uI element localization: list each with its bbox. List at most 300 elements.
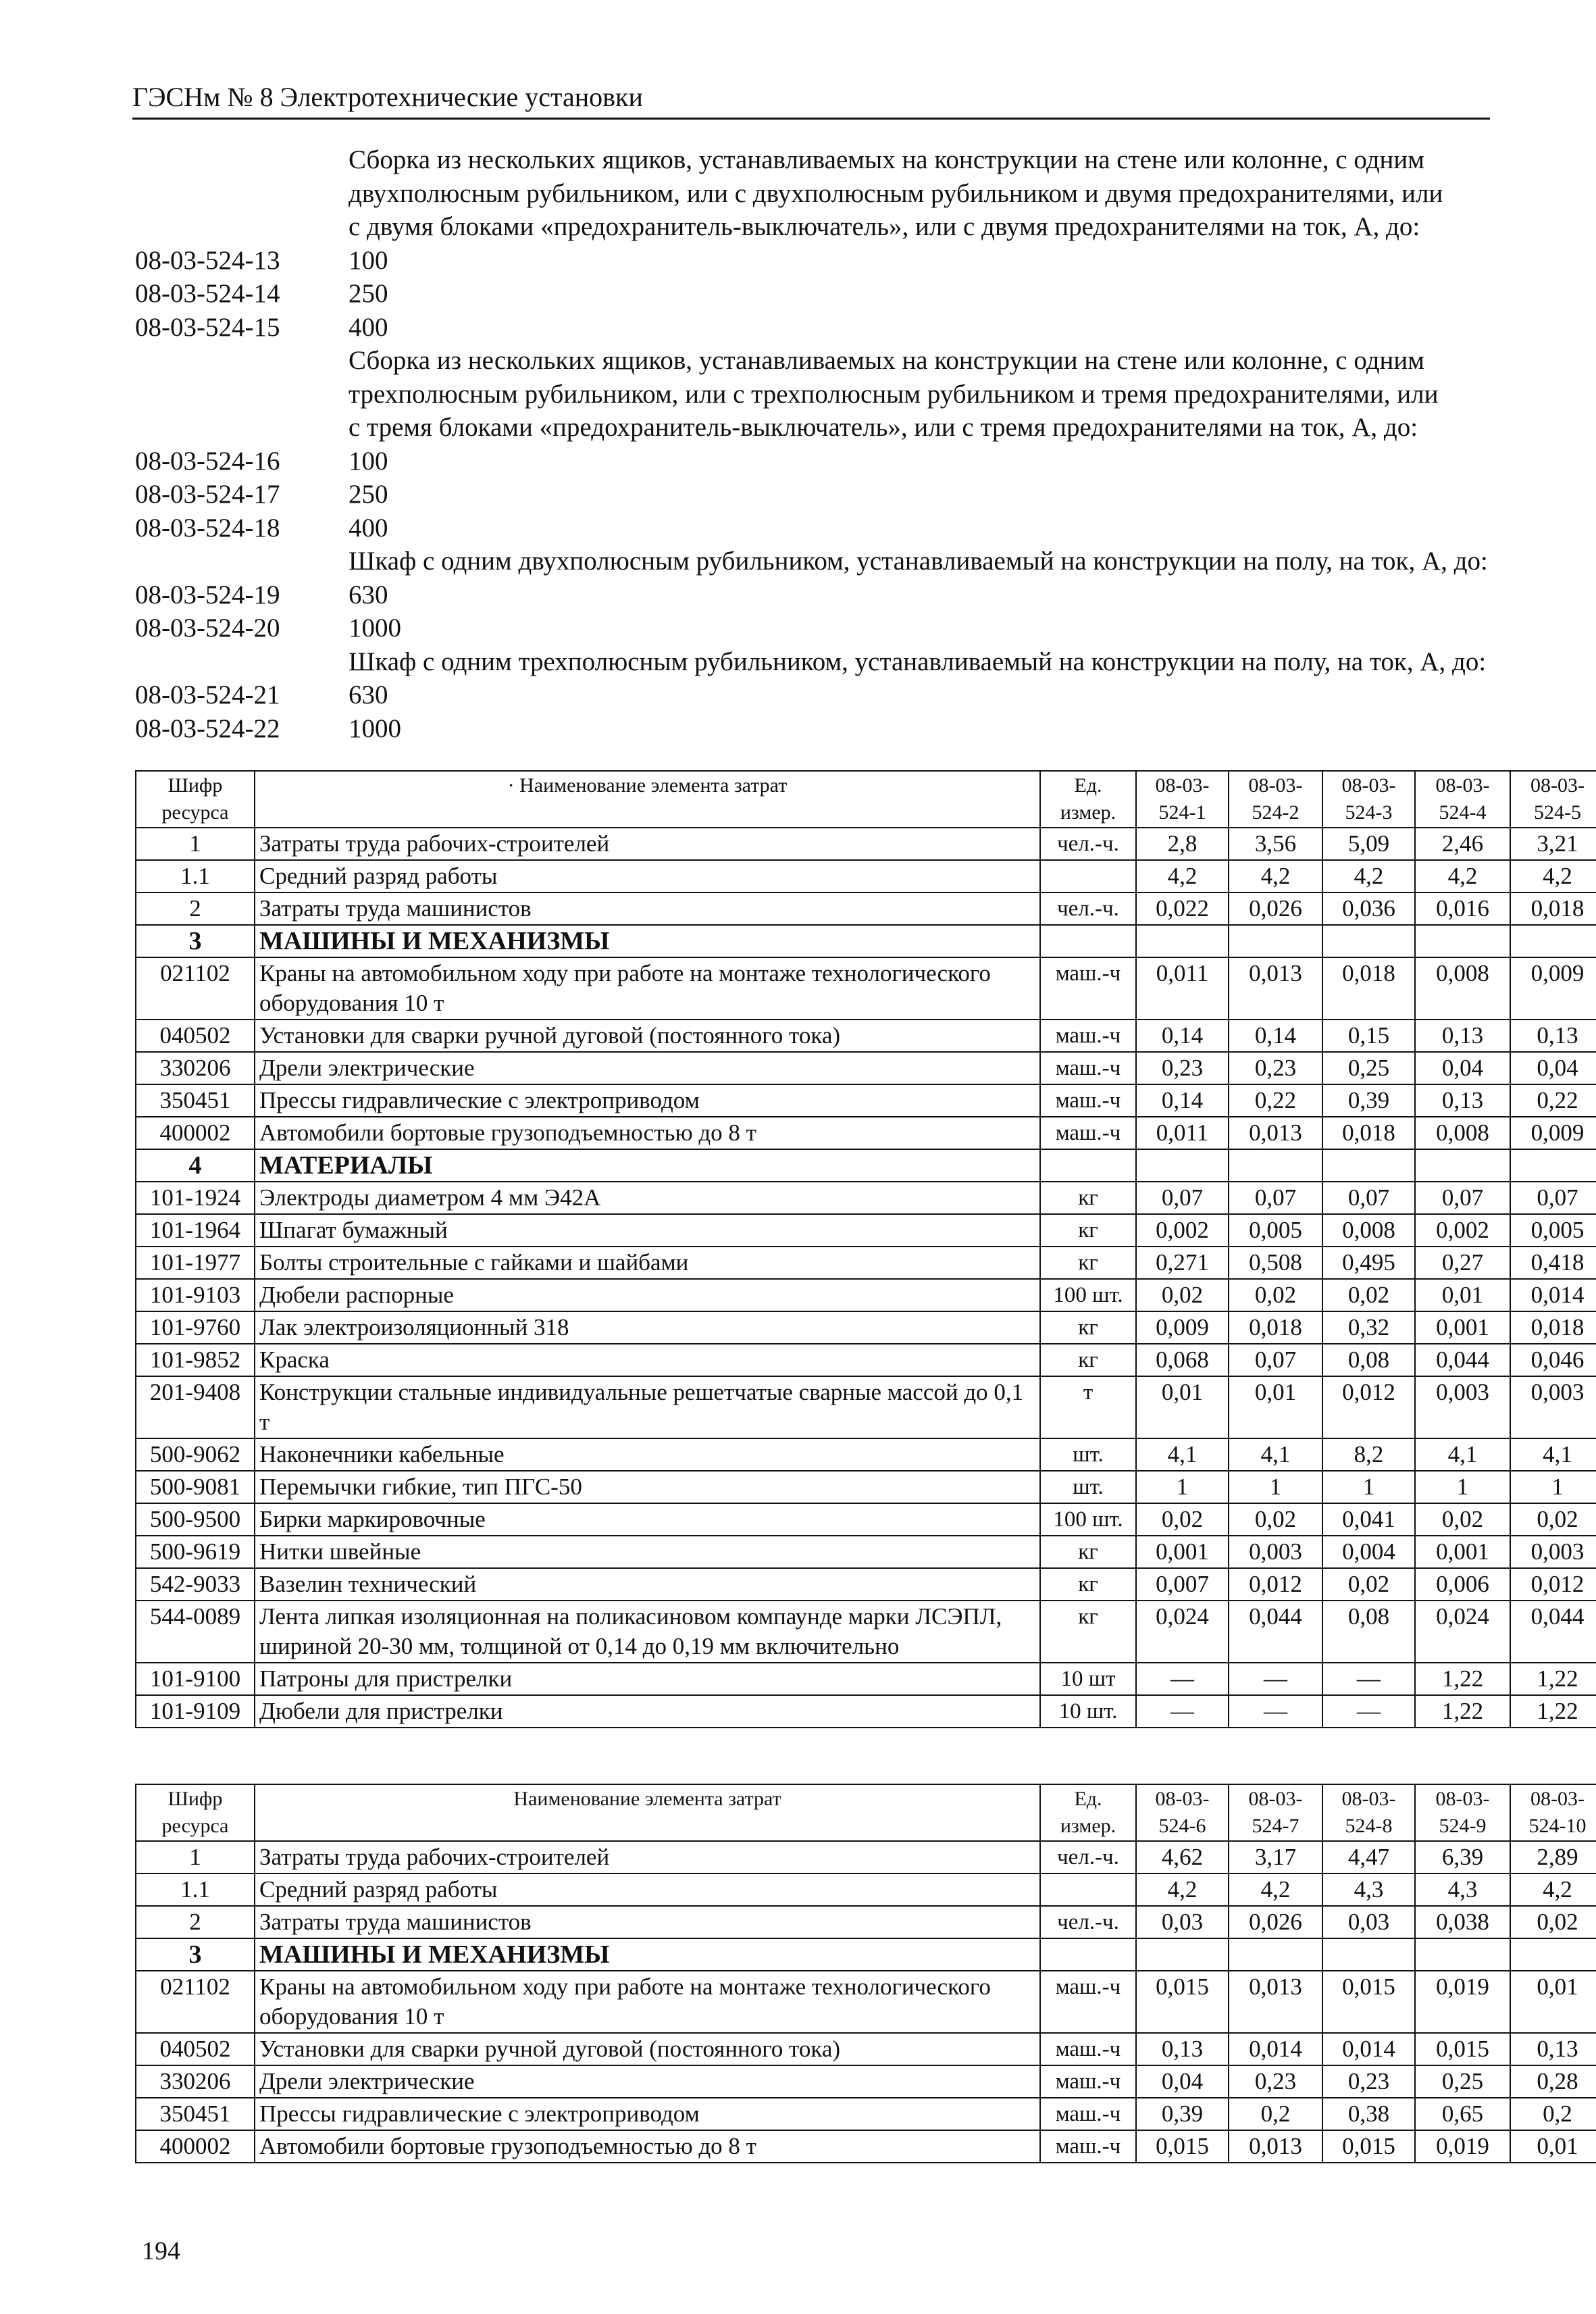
value-cell: 0,013	[1229, 2130, 1322, 2163]
resource-code: 500-9619	[136, 1536, 255, 1568]
resource-name: Наконечники кабельные	[255, 1438, 1040, 1471]
resource-code: 3	[136, 1938, 255, 1971]
header-unit: Ед. измер.	[1040, 1784, 1136, 1841]
resource-name: Перемычки гибкие, тип ПГС-50	[255, 1471, 1040, 1503]
unit-cell: т	[1040, 1376, 1136, 1438]
empty-cell	[1040, 925, 1136, 957]
value-cell: 1	[1415, 1471, 1510, 1503]
item-code	[135, 177, 349, 211]
resource-code: 201-9408	[136, 1376, 255, 1438]
value-cell: 0,015	[1415, 2033, 1510, 2065]
resource-code: 101-1977	[136, 1247, 255, 1279]
resource-name: Установки для сварки ручной дуговой (постоянного тока)	[255, 1020, 1040, 1052]
table-row	[136, 1841, 1596, 1873]
value-cell: 0,08	[1322, 1344, 1415, 1376]
value-cell: 0,01	[1136, 1376, 1229, 1438]
resource-name: Нитки швейные	[255, 1536, 1040, 1568]
unit-cell: кг	[1040, 1214, 1136, 1247]
code-line	[135, 177, 1506, 211]
code-line	[135, 578, 1506, 612]
value-cell: 0,418	[1510, 1247, 1596, 1279]
resource-name: Краны на автомобильном ходу при работе на монтаже технологического оборудования 10 т	[255, 957, 1040, 1020]
header-unit: Ед. измер.	[1040, 771, 1136, 828]
value-cell: 0,15	[1322, 1020, 1415, 1052]
table-row	[136, 1536, 1596, 1568]
value-cell: 0,038	[1415, 1906, 1510, 1938]
value-cell: 0,02	[1510, 1503, 1596, 1536]
item-value: 1000	[349, 613, 401, 643]
item-description: Сборка из нескольких ящиков, устанавливаемых на конструкции на стене или колонне, с одним	[349, 145, 1424, 174]
value-cell: 0,01	[1510, 1971, 1596, 2033]
value-cell: 0,013	[1229, 957, 1322, 1020]
resource-name: Бирки маркировочные	[255, 1503, 1040, 1536]
value-cell: 0,018	[1229, 1311, 1322, 1344]
resource-code: 4	[136, 1149, 255, 1182]
value-cell: 0,04	[1510, 1052, 1596, 1084]
header-code: Шифр ресурса	[136, 771, 255, 828]
resource-name: Болты строительные с гайками и шайбами	[255, 1247, 1040, 1279]
unit-cell: чел.-ч.	[1040, 1906, 1136, 1938]
value-cell: 0,009	[1136, 1311, 1229, 1344]
resource-name: Автомобили бортовые грузоподъемностью до 8 т	[255, 2130, 1040, 2163]
resource-name: Средний разряд работы	[255, 1873, 1040, 1906]
code-line	[135, 445, 1506, 478]
value-cell: 4,2	[1229, 1873, 1322, 1906]
value-cell: 0,14	[1229, 1020, 1322, 1052]
resource-name: Лента липкая изоляционная на поликасиновом компаунде марки ЛСЭПЛ, шириной 20-30 мм, толщиной от 0,14 до 0,19 мм включительно	[255, 1601, 1040, 1663]
value-cell: 0,015	[1322, 1971, 1415, 2033]
value-cell: 0,13	[1415, 1020, 1510, 1052]
value-cell: 0,23	[1136, 1052, 1229, 1084]
value-cell: 0,23	[1229, 1052, 1322, 1084]
unit-cell	[1040, 1873, 1136, 1906]
unit-cell: кг	[1040, 1247, 1136, 1279]
section-row	[136, 1149, 1596, 1182]
resource-name: Затраты труда рабочих-строителей	[255, 828, 1040, 860]
header-row	[136, 1784, 1596, 1841]
resource-code: 500-9500	[136, 1503, 255, 1536]
resource-code: 1	[136, 828, 255, 860]
table-row	[136, 2130, 1596, 2163]
value-cell: 0,02	[1136, 1279, 1229, 1311]
unit-cell: кг	[1040, 1601, 1136, 1663]
code-line	[135, 678, 1506, 712]
unit-cell: кг	[1040, 1344, 1136, 1376]
header-norm-code: 08-03-524-3	[1322, 771, 1415, 828]
value-cell: 0,01	[1415, 1279, 1510, 1311]
value-cell: 1	[1136, 1471, 1229, 1503]
code-line	[135, 311, 1506, 345]
empty-cell	[1322, 1938, 1415, 1971]
empty-cell	[1415, 1938, 1510, 1971]
resource-code: 2	[136, 1906, 255, 1938]
value-cell: 0,08	[1322, 1601, 1415, 1663]
value-cell: 0,271	[1136, 1247, 1229, 1279]
unit-cell	[1040, 860, 1136, 892]
item-code	[135, 645, 349, 679]
value-cell: 4,2	[1510, 1873, 1596, 1906]
empty-cell	[1229, 925, 1322, 957]
value-cell: 0,016	[1415, 892, 1510, 925]
item-code: 08-03-524-21	[135, 680, 280, 709]
resource-name: Прессы гидравлические с электроприводом	[255, 1084, 1040, 1117]
resource-code: 330206	[136, 2065, 255, 2098]
value-cell: 0,015	[1136, 1971, 1229, 2033]
value-cell: 0,008	[1415, 957, 1510, 1020]
item-description: трехполюсным рубильником, или с трехполюсным рубильником и тремя предохранителями, или	[349, 379, 1439, 409]
unit-cell: маш.-ч	[1040, 2033, 1136, 2065]
code-line	[135, 344, 1506, 378]
resource-name: Дюбели распорные	[255, 1279, 1040, 1311]
unit-cell: 100 шт.	[1040, 1503, 1136, 1536]
value-cell: 4,2	[1136, 860, 1229, 892]
value-cell: 0,012	[1510, 1568, 1596, 1601]
header-code: Шифр ресурса	[136, 1784, 255, 1841]
item-value: 100	[349, 245, 388, 275]
unit-cell: чел.-ч.	[1040, 892, 1136, 925]
value-cell: 0,009	[1510, 957, 1596, 1020]
table-row	[136, 1052, 1596, 1084]
table-row	[136, 1311, 1596, 1344]
empty-cell	[1040, 1149, 1136, 1182]
value-cell: 0,14	[1136, 1084, 1229, 1117]
resource-code: 544-0089	[136, 1601, 255, 1663]
value-cell: 0,024	[1415, 1601, 1510, 1663]
table-row	[136, 1279, 1596, 1311]
header-norm-code: 08-03-524-8	[1322, 1784, 1415, 1841]
header-name: Наименование элемента затрат	[255, 1784, 1040, 1841]
resource-code: 101-9760	[136, 1311, 255, 1344]
value-cell: 0,02	[1415, 1503, 1510, 1536]
empty-cell	[1322, 1149, 1415, 1182]
value-cell: 0,02	[1136, 1503, 1229, 1536]
value-cell: 0,024	[1136, 1601, 1229, 1663]
table-row	[136, 860, 1596, 892]
resource-code: 1.1	[136, 1873, 255, 1906]
item-code: 08-03-524-18	[135, 513, 280, 543]
header-name: · Наименование элемента затрат	[255, 771, 1040, 828]
value-cell: 0,38	[1322, 2098, 1415, 2130]
unit-cell: шт.	[1040, 1471, 1136, 1503]
item-code: 08-03-524-14	[135, 279, 280, 308]
value-cell: 0,008	[1322, 1214, 1415, 1247]
value-cell: 1	[1322, 1471, 1415, 1503]
value-cell: 3,56	[1229, 828, 1322, 860]
value-cell: 0,009	[1510, 1117, 1596, 1149]
value-cell: 4,1	[1136, 1438, 1229, 1471]
empty-cell	[1136, 1938, 1229, 1971]
header-norm-code: 08-03-524-4	[1415, 771, 1510, 828]
table-row	[136, 892, 1596, 925]
resource-code: 542-9033	[136, 1568, 255, 1601]
value-cell: 0,011	[1136, 957, 1229, 1020]
value-cell: 4,3	[1415, 1873, 1510, 1906]
value-cell: 0,002	[1415, 1214, 1510, 1247]
empty-cell	[1136, 925, 1229, 957]
resource-name: Патроны для пристрелки	[255, 1663, 1040, 1695]
header-norm-code: 08-03-524-7	[1229, 1784, 1322, 1841]
item-code: 08-03-524-20	[135, 613, 280, 643]
section-title: МАТЕРИАЛЫ	[255, 1149, 1040, 1182]
value-cell: 0,008	[1415, 1117, 1510, 1149]
value-cell: 0,006	[1415, 1568, 1510, 1601]
table-row	[136, 1344, 1596, 1376]
empty-cell	[1415, 1149, 1510, 1182]
header-norm-code: 08-03-524-9	[1415, 1784, 1510, 1841]
value-cell: 0,026	[1229, 892, 1322, 925]
value-cell: —	[1322, 1663, 1415, 1695]
resource-code: 040502	[136, 2033, 255, 2065]
code-line	[135, 378, 1506, 411]
empty-cell	[1322, 925, 1415, 957]
table-row	[136, 1873, 1596, 1906]
table-row	[136, 1117, 1596, 1149]
unit-cell: маш.-ч	[1040, 1020, 1136, 1052]
empty-cell	[1136, 1149, 1229, 1182]
value-cell: 0,018	[1322, 957, 1415, 1020]
resource-code: 500-9062	[136, 1438, 255, 1471]
resource-code: 101-1964	[136, 1214, 255, 1247]
value-cell: 0,018	[1322, 1117, 1415, 1149]
value-cell: 2,8	[1136, 828, 1229, 860]
value-cell: 0,2	[1510, 2098, 1596, 2130]
value-cell: 0,02	[1229, 1279, 1322, 1311]
value-cell: 0,001	[1136, 1536, 1229, 1568]
item-description: Сборка из нескольких ящиков, устанавливаемых на конструкции на стене или колонне, с одним	[349, 346, 1424, 375]
unit-cell: маш.-ч	[1040, 2098, 1136, 2130]
page-header-title: ГЭСНм № 8 Электротехнические установки	[132, 82, 643, 112]
value-cell: 0,07	[1229, 1344, 1322, 1376]
table-row	[136, 1568, 1596, 1601]
value-cell: 0,03	[1322, 1906, 1415, 1938]
item-code: 08-03-524-22	[135, 713, 280, 743]
resource-name: Вазелин технический	[255, 1568, 1040, 1601]
unit-cell: шт.	[1040, 1438, 1136, 1471]
empty-cell	[1510, 1938, 1596, 1971]
value-cell: 0,015	[1322, 2130, 1415, 2163]
value-cell: 1,22	[1415, 1663, 1510, 1695]
empty-cell	[1415, 925, 1510, 957]
value-cell: 0,041	[1322, 1503, 1415, 1536]
value-cell: 4,2	[1322, 860, 1415, 892]
value-cell: 0,04	[1136, 2065, 1229, 2098]
value-cell: 0,39	[1322, 1084, 1415, 1117]
value-cell: 0,39	[1136, 2098, 1229, 2130]
section-title: МАШИНЫ И МЕХАНИЗМЫ	[255, 925, 1040, 957]
value-cell: 4,2	[1229, 860, 1322, 892]
resource-code: 500-9081	[136, 1471, 255, 1503]
resource-name: Автомобили бортовые грузоподъемностью до 8 т	[255, 1117, 1040, 1149]
value-cell: 0,002	[1136, 1214, 1229, 1247]
value-cell: 0,07	[1229, 1182, 1322, 1214]
value-cell: 0,011	[1136, 1117, 1229, 1149]
code-line	[135, 545, 1506, 578]
item-code	[135, 411, 349, 445]
value-cell: 0,508	[1229, 1247, 1322, 1279]
value-cell: 0,003	[1510, 1376, 1596, 1438]
code-line	[135, 210, 1506, 244]
resource-name: Прессы гидравлические с электроприводом	[255, 2098, 1040, 2130]
value-cell: 0,019	[1415, 1971, 1510, 2033]
item-description: Шкаф с одним трехполюсным рубильником, устанавливаемый на конструкции на полу, на ток, А, до:	[349, 647, 1487, 676]
value-cell: 0,015	[1136, 2130, 1229, 2163]
empty-cell	[1229, 1938, 1322, 1971]
value-cell: 0,004	[1322, 1536, 1415, 1568]
resource-code: 1	[136, 1841, 255, 1873]
value-cell: 0,02	[1322, 1279, 1415, 1311]
unit-cell: маш.-ч	[1040, 2065, 1136, 2098]
unit-cell: маш.-ч	[1040, 1117, 1136, 1149]
resource-code: 101-9852	[136, 1344, 255, 1376]
resource-code: 330206	[136, 1052, 255, 1084]
value-cell: 4,1	[1510, 1438, 1596, 1471]
value-cell: 0,018	[1510, 1311, 1596, 1344]
value-cell: 1,22	[1415, 1695, 1510, 1728]
resource-code: 350451	[136, 2098, 255, 2130]
value-cell: 0,068	[1136, 1344, 1229, 1376]
unit-cell: 10 шт	[1040, 1663, 1136, 1695]
item-value: 1000	[349, 713, 401, 743]
value-cell: 0,07	[1415, 1182, 1510, 1214]
value-cell: 0,04	[1415, 1052, 1510, 1084]
empty-cell	[1229, 1149, 1322, 1182]
resource-name: Дрели электрические	[255, 1052, 1040, 1084]
item-value: 400	[349, 513, 388, 543]
unit-cell: кг	[1040, 1311, 1136, 1344]
item-code	[135, 210, 349, 244]
section-row	[136, 1938, 1596, 1971]
value-cell: 0,003	[1415, 1376, 1510, 1438]
value-cell: 0,22	[1510, 1084, 1596, 1117]
code-line	[135, 478, 1506, 511]
unit-cell: маш.-ч	[1040, 1084, 1136, 1117]
value-cell: 0,014	[1229, 2033, 1322, 2065]
item-value: 250	[349, 480, 388, 509]
header-norm-code: 08-03-524-5	[1510, 771, 1596, 828]
item-code	[135, 545, 349, 578]
value-cell: 3,17	[1229, 1841, 1322, 1873]
value-cell: 0,012	[1229, 1568, 1322, 1601]
resource-name: Дюбели для пристрелки	[255, 1695, 1040, 1728]
value-cell: 4,1	[1415, 1438, 1510, 1471]
table-row	[136, 1182, 1596, 1214]
code-line	[135, 411, 1506, 445]
value-cell: 0,007	[1136, 1568, 1229, 1601]
value-cell: 2,46	[1415, 828, 1510, 860]
code-line	[135, 511, 1506, 545]
value-cell: 1,22	[1510, 1663, 1596, 1695]
value-cell: 4,1	[1229, 1438, 1322, 1471]
section-title: МАШИНЫ И МЕХАНИЗМЫ	[255, 1938, 1040, 1971]
value-cell: 0,012	[1322, 1376, 1415, 1438]
value-cell: 0,014	[1510, 1279, 1596, 1311]
resource-code: 021102	[136, 1971, 255, 2033]
table-row	[136, 1438, 1596, 1471]
table-row	[136, 1503, 1596, 1536]
resource-name: Электроды диаметром 4 мм Э42А	[255, 1182, 1040, 1214]
item-code: 08-03-524-15	[135, 312, 280, 342]
resource-code: 1.1	[136, 860, 255, 892]
value-cell: 8,2	[1322, 1438, 1415, 1471]
table-row	[136, 1601, 1596, 1663]
value-cell: 0,001	[1415, 1536, 1510, 1568]
value-cell: 0,014	[1322, 2033, 1415, 2065]
unit-cell: маш.-ч	[1040, 1971, 1136, 2033]
value-cell: 0,14	[1136, 1020, 1229, 1052]
resource-name: Шпагат бумажный	[255, 1214, 1040, 1247]
resource-code: 350451	[136, 1084, 255, 1117]
value-cell: 4,2	[1136, 1873, 1229, 1906]
value-cell: 0,25	[1322, 1052, 1415, 1084]
resource-name: Затраты труда рабочих-строителей	[255, 1841, 1040, 1873]
resource-code: 021102	[136, 957, 255, 1020]
section-row	[136, 925, 1596, 957]
item-value: 250	[349, 279, 388, 308]
page-number: 194	[142, 2237, 180, 2265]
unit-cell: кг	[1040, 1182, 1136, 1214]
table-row	[136, 1663, 1596, 1695]
resource-name: Лак электроизоляционный 318	[255, 1311, 1040, 1344]
value-cell: 0,13	[1415, 1084, 1510, 1117]
value-cell: 0,044	[1510, 1601, 1596, 1663]
value-cell: 0,13	[1136, 2033, 1229, 2065]
value-cell: 4,3	[1322, 1873, 1415, 1906]
value-cell: 0,23	[1322, 2065, 1415, 2098]
unit-cell: маш.-ч	[1040, 957, 1136, 1020]
resource-code: 101-1924	[136, 1182, 255, 1214]
value-cell: 0,28	[1510, 2065, 1596, 2098]
resource-code: 040502	[136, 1020, 255, 1052]
code-line	[135, 244, 1506, 278]
value-cell: 0,495	[1322, 1247, 1415, 1279]
unit-cell: маш.-ч	[1040, 2130, 1136, 2163]
value-cell: 0,22	[1229, 1084, 1322, 1117]
header-row	[136, 771, 1596, 828]
item-value: 630	[349, 680, 388, 709]
empty-cell	[1510, 1149, 1596, 1182]
page-header	[132, 80, 1490, 120]
item-description: с тремя блоками «предохранитель-выключатель», или с тремя предохранителями на ток, А, до:	[349, 413, 1418, 442]
value-cell: 0,25	[1415, 2065, 1510, 2098]
item-code	[135, 143, 349, 177]
value-cell: 0,019	[1415, 2130, 1510, 2163]
resource-code: 101-9109	[136, 1695, 255, 1728]
item-description: Шкаф с одним двухполюсным рубильником, устанавливаемый на конструкции на полу, на ток, А, до:	[349, 547, 1488, 576]
value-cell: —	[1229, 1663, 1322, 1695]
empty-cell	[1510, 925, 1596, 957]
value-cell: 0,026	[1229, 1906, 1322, 1938]
code-line	[135, 277, 1506, 311]
item-description: с двумя блоками «предохранитель-выключатель», или с двумя предохранителями на ток, А, до:	[349, 212, 1420, 241]
resource-name: Средний разряд работы	[255, 860, 1040, 892]
item-code: 08-03-524-16	[135, 446, 280, 476]
header-norm-code: 08-03-524-1	[1136, 771, 1229, 828]
value-cell: 5,09	[1322, 828, 1415, 860]
resource-name: Дрели электрические	[255, 2065, 1040, 2098]
value-cell: —	[1322, 1695, 1415, 1728]
value-cell: 3,21	[1510, 828, 1596, 860]
code-line	[135, 611, 1506, 645]
resource-name: Затраты труда машинистов	[255, 1906, 1040, 1938]
header-norm-code: 08-03-524-2	[1229, 771, 1322, 828]
resource-table-1	[135, 770, 1596, 1728]
empty-cell	[1040, 1938, 1136, 1971]
value-cell: 0,013	[1229, 1971, 1322, 2033]
value-cell: 1,22	[1510, 1695, 1596, 1728]
table-row	[136, 2098, 1596, 2130]
table-row	[136, 957, 1596, 1020]
value-cell: 0,07	[1136, 1182, 1229, 1214]
